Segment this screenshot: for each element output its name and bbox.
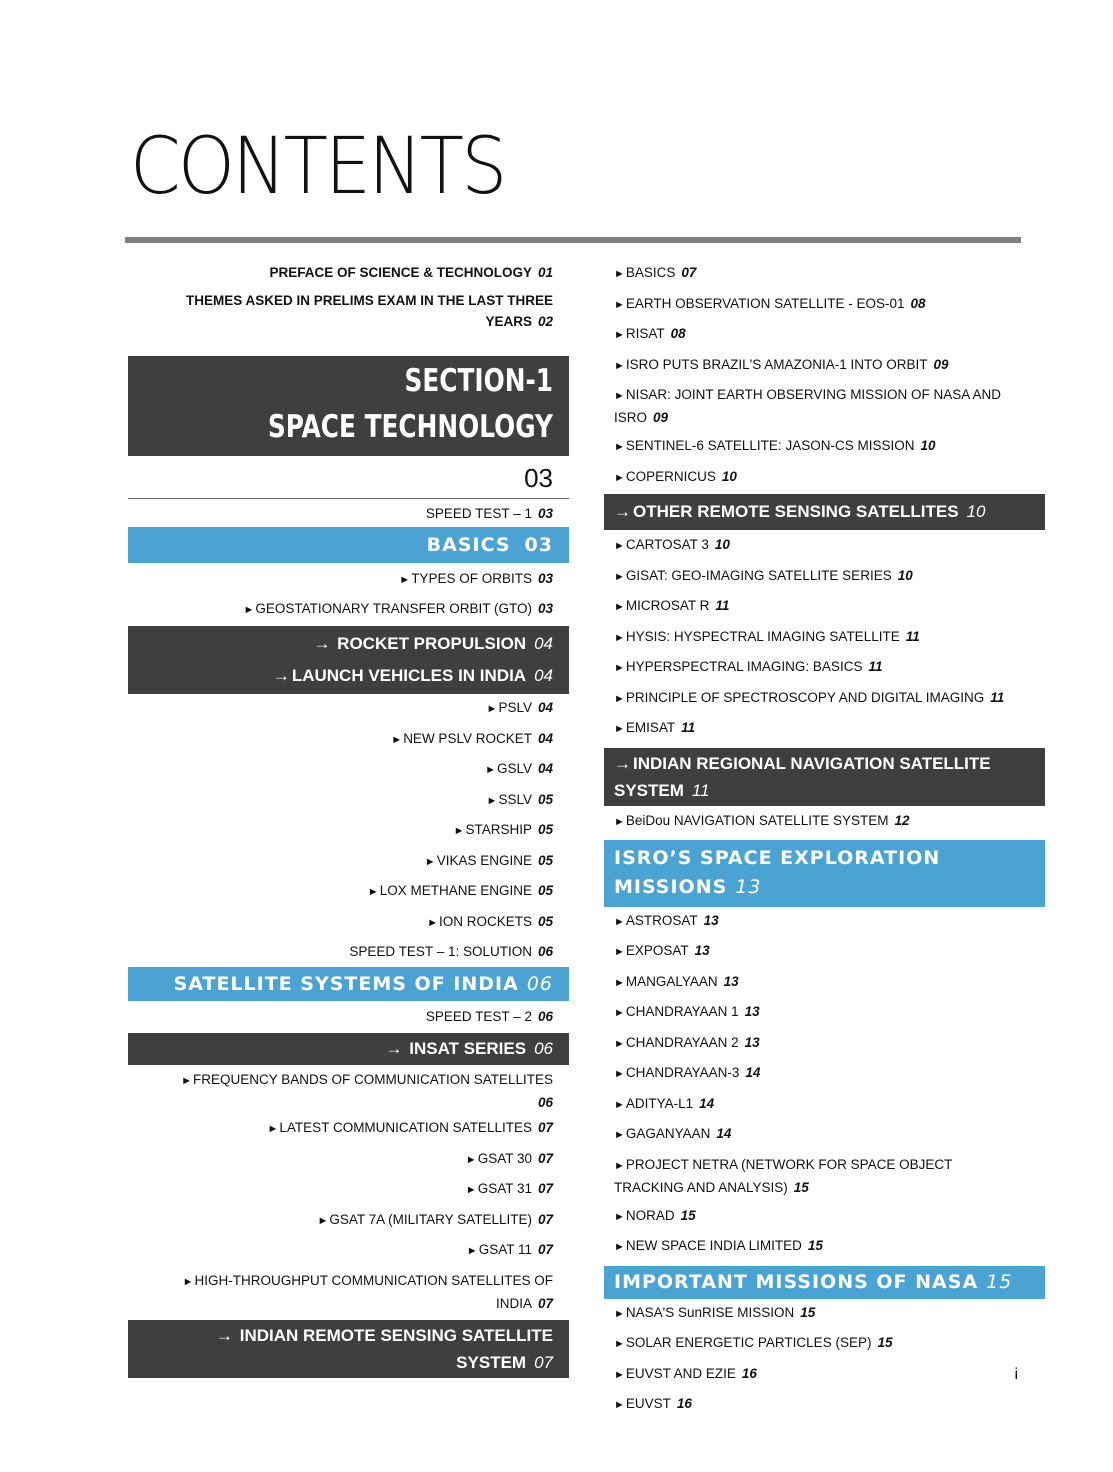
toc-entry[interactable]: ►TYPES OF ORBITS 03 bbox=[399, 571, 553, 586]
toc-entry[interactable] bbox=[604, 626, 1045, 649]
toc-entry[interactable]: ►PROJECT NETRA (NETWORK FOR SPACE OBJECT TRACKING AND ANALYSIS) 15 bbox=[614, 1156, 953, 1195]
bullet-icon: ► bbox=[614, 1241, 625, 1253]
toc-entry-page: 10 bbox=[920, 438, 936, 453]
toc-list bbox=[604, 534, 1045, 740]
bullet-icon: ► bbox=[614, 1007, 625, 1019]
toc-entry-page: 15 bbox=[877, 1335, 893, 1350]
bullet-icon: ► bbox=[614, 1307, 625, 1320]
bullet-icon: ► bbox=[465, 1184, 477, 1196]
toc-entry-page: 15 bbox=[807, 1238, 823, 1253]
toc-entry[interactable]: SPEED TEST – 1: SOLUTION 06 bbox=[349, 944, 553, 959]
toc-entry[interactable]: ►GEOSTATIONARY TRANSFER ORBIT (GTO) 03 bbox=[243, 601, 553, 616]
title-divider bbox=[125, 237, 1021, 243]
toc-entry-page: 07 bbox=[537, 1150, 553, 1166]
toc-entry[interactable]: THEMES ASKED IN PRELIMS EXAM IN THE LAST THREE YEARS 02 bbox=[185, 293, 553, 329]
toc-entry[interactable] bbox=[128, 911, 569, 934]
toc-list bbox=[128, 1117, 569, 1262]
toc-entry-label: COPERNICUS bbox=[625, 468, 716, 484]
bullet-icon: ► bbox=[391, 733, 403, 746]
toc-entry-label: CHANDRAYAAN-3 bbox=[625, 1065, 740, 1080]
toc-entry[interactable] bbox=[604, 656, 1045, 679]
toc-entry[interactable] bbox=[604, 1205, 1045, 1228]
toc-entry[interactable] bbox=[128, 789, 569, 812]
toc-entry-page: 11 bbox=[905, 628, 920, 644]
toc-entry[interactable] bbox=[604, 1093, 1045, 1116]
bullet-icon: ► bbox=[614, 1098, 625, 1111]
toc-list bbox=[604, 435, 1045, 489]
toc-entry-page: 10 bbox=[714, 537, 730, 552]
toc-entry-page: 07 bbox=[537, 1120, 553, 1135]
bullet-icon: ► bbox=[614, 1037, 625, 1050]
toc-entry-label: ION ROCKETS bbox=[438, 913, 532, 929]
toc-entry[interactable] bbox=[128, 1148, 569, 1171]
toc-entry[interactable] bbox=[604, 1393, 1045, 1416]
toc-entry-label: EARTH OBSERVATION SATELLITE - EOS-01 bbox=[625, 295, 905, 311]
toc-entry-label: SSLV bbox=[498, 791, 532, 807]
bullet-icon: ► bbox=[485, 764, 496, 776]
topic-band[interactable]: → ROCKET PROPULSION 04 → LAUNCH VEHICLES IN INDIA 04 bbox=[128, 626, 569, 694]
toc-entry-page: 08 bbox=[670, 326, 686, 341]
toc-entry[interactable] bbox=[604, 1302, 1045, 1325]
bullet-icon: ► bbox=[614, 359, 625, 372]
toc-entry-label: STARSHIP bbox=[465, 822, 532, 837]
toc-entry-page: 13 bbox=[703, 912, 719, 928]
arrow-right-icon: → bbox=[272, 666, 290, 685]
toc-entry[interactable] bbox=[604, 687, 1045, 710]
toc-entry-page: 13 bbox=[744, 1034, 760, 1050]
toc-entry-label: EMISAT bbox=[625, 720, 676, 735]
toc-entry-label: HYSIS: HYSPECTRAL IMAGING SATELLITE bbox=[625, 628, 900, 644]
toc-entry-label: LATEST COMMUNICATION SATELLITES bbox=[279, 1120, 532, 1135]
bullet-icon: ► bbox=[614, 601, 625, 613]
arrow-right-icon: → bbox=[216, 1325, 233, 1345]
toc-entry[interactable] bbox=[604, 1123, 1045, 1146]
toc-entry-label: CARTOSAT 3 bbox=[625, 537, 709, 552]
toc-entry[interactable] bbox=[604, 1001, 1045, 1024]
toc-entry-label: ISRO PUTS BRAZIL'S AMAZONIA-1 INTO ORBIT bbox=[625, 356, 928, 372]
arrow-right-icon: → bbox=[614, 502, 631, 521]
toc-entry-page: 08 bbox=[910, 295, 926, 311]
bullet-icon: ► bbox=[614, 441, 625, 453]
arrow-right-icon: → bbox=[385, 1039, 403, 1058]
toc-entry[interactable] bbox=[604, 717, 1045, 740]
bullet-icon: ► bbox=[465, 1153, 477, 1166]
bullet-icon: ► bbox=[614, 976, 625, 989]
toc-entry-label: ASTROSAT bbox=[625, 912, 698, 928]
toc-entry[interactable]: SPEED TEST – 1 03 bbox=[425, 506, 553, 521]
toc-entry-page: 16 bbox=[741, 1365, 757, 1381]
toc-entry[interactable] bbox=[604, 1032, 1045, 1055]
toc-entry[interactable] bbox=[604, 565, 1045, 588]
toc-list bbox=[604, 262, 1045, 377]
toc-entry[interactable] bbox=[128, 880, 569, 903]
bullet-icon: ► bbox=[614, 915, 625, 928]
bullet-icon: ► bbox=[614, 298, 625, 311]
toc-entry-page: 11 bbox=[715, 598, 730, 613]
toc-entry-label: EUVST bbox=[625, 1396, 671, 1411]
topic-band[interactable]: → INSAT SERIES 06 bbox=[128, 1033, 569, 1065]
toc-entry-page: 10 bbox=[897, 567, 913, 583]
toc-entry-page: 13 bbox=[694, 943, 710, 958]
toc-right-column bbox=[604, 262, 1045, 1424]
toc-entry[interactable] bbox=[128, 819, 569, 842]
arrow-right-icon: → bbox=[313, 634, 331, 653]
bullet-icon: ► bbox=[614, 662, 625, 674]
toc-entry-label: NEW PSLV ROCKET bbox=[403, 730, 532, 746]
toc-entry[interactable] bbox=[604, 293, 1045, 316]
bullet-icon: ► bbox=[486, 794, 498, 807]
bullet-icon: ► bbox=[367, 886, 379, 898]
topic-band[interactable]: → INDIAN REGIONAL NAVIGATION SATELLITE SYSTEM 11 bbox=[604, 748, 1045, 806]
toc-entry-label: MANGALYAAN bbox=[625, 973, 718, 989]
toc-entry-page: 05 bbox=[537, 852, 553, 868]
toc-entry[interactable] bbox=[604, 940, 1045, 963]
toc-entry-label: GAGANYAAN bbox=[625, 1126, 711, 1141]
section-heading[interactable]: SECTION-1 SPACE TECHNOLOGY bbox=[128, 356, 569, 456]
toc-entry[interactable] bbox=[128, 728, 569, 751]
toc-entry[interactable]: ►HIGH-THROUGHPUT COMMUNICATION SATELLITES OF INDIA 07 bbox=[182, 1272, 553, 1311]
toc-entry-label: NORAD bbox=[625, 1207, 675, 1223]
toc-entry[interactable] bbox=[128, 1239, 569, 1262]
page-number: i bbox=[1014, 1366, 1018, 1383]
bullet-icon: ► bbox=[614, 570, 625, 583]
toc-entry-label: NEW SPACE INDIA LIMITED bbox=[625, 1238, 802, 1253]
toc-entry-page: 10 bbox=[721, 468, 737, 484]
toc-entry[interactable]: SPEED TEST – 2 06 bbox=[425, 1009, 553, 1024]
bullet-icon: ► bbox=[267, 1123, 279, 1135]
toc-entry[interactable]: ►FREQUENCY BANDS OF COMMUNICATION SATELLITES 06 bbox=[181, 1072, 553, 1110]
toc-entry-page: 16 bbox=[676, 1396, 692, 1411]
toc-entry-label: GISAT: GEO-IMAGING SATELLITE SERIES bbox=[625, 567, 892, 583]
toc-entry-label: GSAT 30 bbox=[477, 1150, 532, 1166]
toc-entry-label: EUVST AND EZIE bbox=[625, 1365, 736, 1381]
toc-entry-label: GSLV bbox=[496, 761, 532, 776]
toc-entry-label: PRINCIPLE OF SPECTROSCOPY AND DIGITAL IMAGING bbox=[625, 689, 985, 705]
toc-entry[interactable] bbox=[604, 1062, 1045, 1085]
bullet-icon: ► bbox=[614, 1210, 625, 1223]
toc-entry-page: 15 bbox=[680, 1207, 696, 1223]
page-title: CONTENTS bbox=[130, 122, 505, 212]
toc-entry-label: CHANDRAYAAN 1 bbox=[625, 1004, 739, 1019]
toc-entry[interactable] bbox=[604, 595, 1045, 618]
toc-entry-page: 14 bbox=[716, 1126, 732, 1141]
toc-entry[interactable] bbox=[604, 971, 1045, 994]
toc-entry-label: EXPOSAT bbox=[625, 943, 689, 958]
toc-entry[interactable] bbox=[128, 850, 569, 873]
toc-entry-label: SENTINEL-6 SATELLITE: JASON-CS MISSION bbox=[625, 438, 915, 453]
toc-entry[interactable] bbox=[604, 323, 1045, 346]
toc-entry-label: NASA'S SunRISE MISSION bbox=[625, 1304, 795, 1320]
toc-list bbox=[128, 697, 569, 934]
bullet-icon: ► bbox=[614, 268, 625, 280]
toc-entry[interactable]: PREFACE OF SCIENCE & TECHNOLOGY 01 bbox=[269, 265, 553, 280]
bullet-icon: ► bbox=[614, 1399, 625, 1411]
toc-entry-label: PSLV bbox=[498, 700, 532, 715]
toc-entry[interactable] bbox=[604, 534, 1045, 557]
toc-entry[interactable] bbox=[604, 435, 1045, 458]
toc-entry-label: SOLAR ENERGETIC PARTICLES (SEP) bbox=[625, 1335, 872, 1350]
toc-entry-page: 04 bbox=[537, 761, 553, 776]
toc-entry-page: 07 bbox=[537, 1211, 553, 1227]
bullet-icon: ► bbox=[614, 1129, 625, 1141]
toc-entry-page: 07 bbox=[681, 265, 697, 280]
bullet-icon: ► bbox=[614, 692, 625, 705]
bullet-icon: ► bbox=[486, 703, 498, 715]
chapter-band[interactable]: BASICS 03 bbox=[128, 527, 569, 563]
topic-band[interactable]: → OTHER REMOTE SENSING SATELLITES 10 bbox=[604, 494, 1045, 530]
toc-entry-page: 05 bbox=[537, 883, 553, 898]
toc-entry-label: GSAT 11 bbox=[478, 1242, 532, 1257]
toc-entry-page: 07 bbox=[537, 1181, 553, 1196]
bullet-icon: ► bbox=[453, 825, 465, 837]
bullet-icon: ► bbox=[614, 631, 625, 644]
chapter-band[interactable]: IMPORTANT MISSIONS OF NASA 15 bbox=[604, 1266, 1045, 1299]
toc-left-column bbox=[128, 262, 569, 1378]
toc-entry[interactable] bbox=[604, 466, 1045, 489]
toc-entry[interactable] bbox=[128, 1178, 569, 1201]
toc-entry[interactable] bbox=[604, 1235, 1045, 1258]
bullet-icon: ► bbox=[614, 540, 625, 552]
toc-entry-page: 05 bbox=[537, 822, 553, 837]
bullet-icon: ► bbox=[614, 471, 625, 484]
toc-list bbox=[604, 1302, 1045, 1417]
bullet-icon: ► bbox=[614, 329, 625, 341]
toc-entry[interactable] bbox=[128, 697, 569, 720]
arrow-right-icon: → bbox=[614, 753, 631, 773]
toc-entry-page: 11 bbox=[681, 720, 696, 735]
bullet-icon: ► bbox=[317, 1214, 329, 1227]
bullet-icon: ► bbox=[614, 723, 625, 735]
toc-entry-page: 14 bbox=[745, 1065, 761, 1080]
toc-entry[interactable] bbox=[604, 1332, 1045, 1355]
toc-entry-page: 05 bbox=[537, 913, 553, 929]
bullet-icon: ► bbox=[614, 1338, 625, 1350]
toc-entry[interactable] bbox=[128, 1209, 569, 1232]
toc-list bbox=[604, 910, 1045, 1147]
toc-entry[interactable] bbox=[604, 1363, 1045, 1386]
chapter-band[interactable]: SATELLITE SYSTEMS OF INDIA 06 bbox=[128, 967, 569, 1001]
toc-entry[interactable] bbox=[128, 758, 569, 781]
toc-entry-page: 11 bbox=[990, 689, 1005, 705]
toc-entry-label: MICROSAT R bbox=[625, 598, 710, 613]
toc-entry[interactable] bbox=[128, 1117, 569, 1140]
toc-entry-label: RISAT bbox=[625, 326, 665, 341]
chapter-band[interactable]: ISRO’S SPACE EXPLORATION MISSIONS 13 bbox=[604, 840, 1045, 907]
bullet-icon: ► bbox=[466, 1245, 478, 1257]
toc-entry-page: 11 bbox=[868, 659, 883, 674]
toc-entry-page: 05 bbox=[537, 791, 553, 807]
toc-entry-label: CHANDRAYAAN 2 bbox=[625, 1034, 739, 1050]
toc-entry-page: 07 bbox=[537, 1242, 553, 1257]
toc-entry-page: 13 bbox=[744, 1004, 760, 1019]
bullet-icon: ► bbox=[424, 855, 436, 868]
toc-entry-label: GSAT 7A (MILITARY SATELLITE) bbox=[329, 1211, 532, 1227]
toc-entry-page: 13 bbox=[723, 973, 739, 989]
toc-entry[interactable] bbox=[604, 354, 1045, 377]
toc-entry-page: 04 bbox=[537, 730, 553, 746]
toc-entry[interactable]: ►NISAR: JOINT EARTH OBSERVING MISSION OF NASA AND ISRO 09 bbox=[614, 387, 1001, 425]
toc-entry-page: 09 bbox=[933, 356, 949, 372]
toc-entry-label: LOX METHANE ENGINE bbox=[379, 883, 532, 898]
bullet-icon: ► bbox=[614, 1368, 625, 1381]
toc-entry[interactable] bbox=[604, 910, 1045, 933]
toc-list bbox=[604, 1205, 1045, 1259]
toc-entry-label: GSAT 31 bbox=[477, 1181, 532, 1196]
toc-entry-page: 14 bbox=[699, 1095, 715, 1111]
toc-entry-page: 15 bbox=[800, 1304, 816, 1320]
section-page-number: 03 bbox=[128, 456, 569, 499]
toc-entry-label: ADITYA-L1 bbox=[625, 1095, 694, 1111]
toc-entry[interactable] bbox=[604, 262, 1045, 285]
toc-entry-page: 04 bbox=[537, 700, 553, 715]
bullet-icon: ► bbox=[614, 1068, 625, 1080]
toc-entry[interactable]: ►BeiDou NAVIGATION SATELLITE SYSTEM 12 bbox=[614, 812, 910, 828]
toc-entry-label: VIKAS ENGINE bbox=[436, 852, 532, 868]
topic-band[interactable]: → INDIAN REMOTE SENSING SATELLITE SYSTEM 07 bbox=[128, 1320, 569, 1378]
bullet-icon: ► bbox=[427, 916, 438, 929]
toc-entry-label: BASICS bbox=[625, 265, 676, 280]
toc-entry-label: HYPERSPECTRAL IMAGING: BASICS bbox=[625, 659, 863, 674]
bullet-icon: ► bbox=[614, 946, 625, 958]
